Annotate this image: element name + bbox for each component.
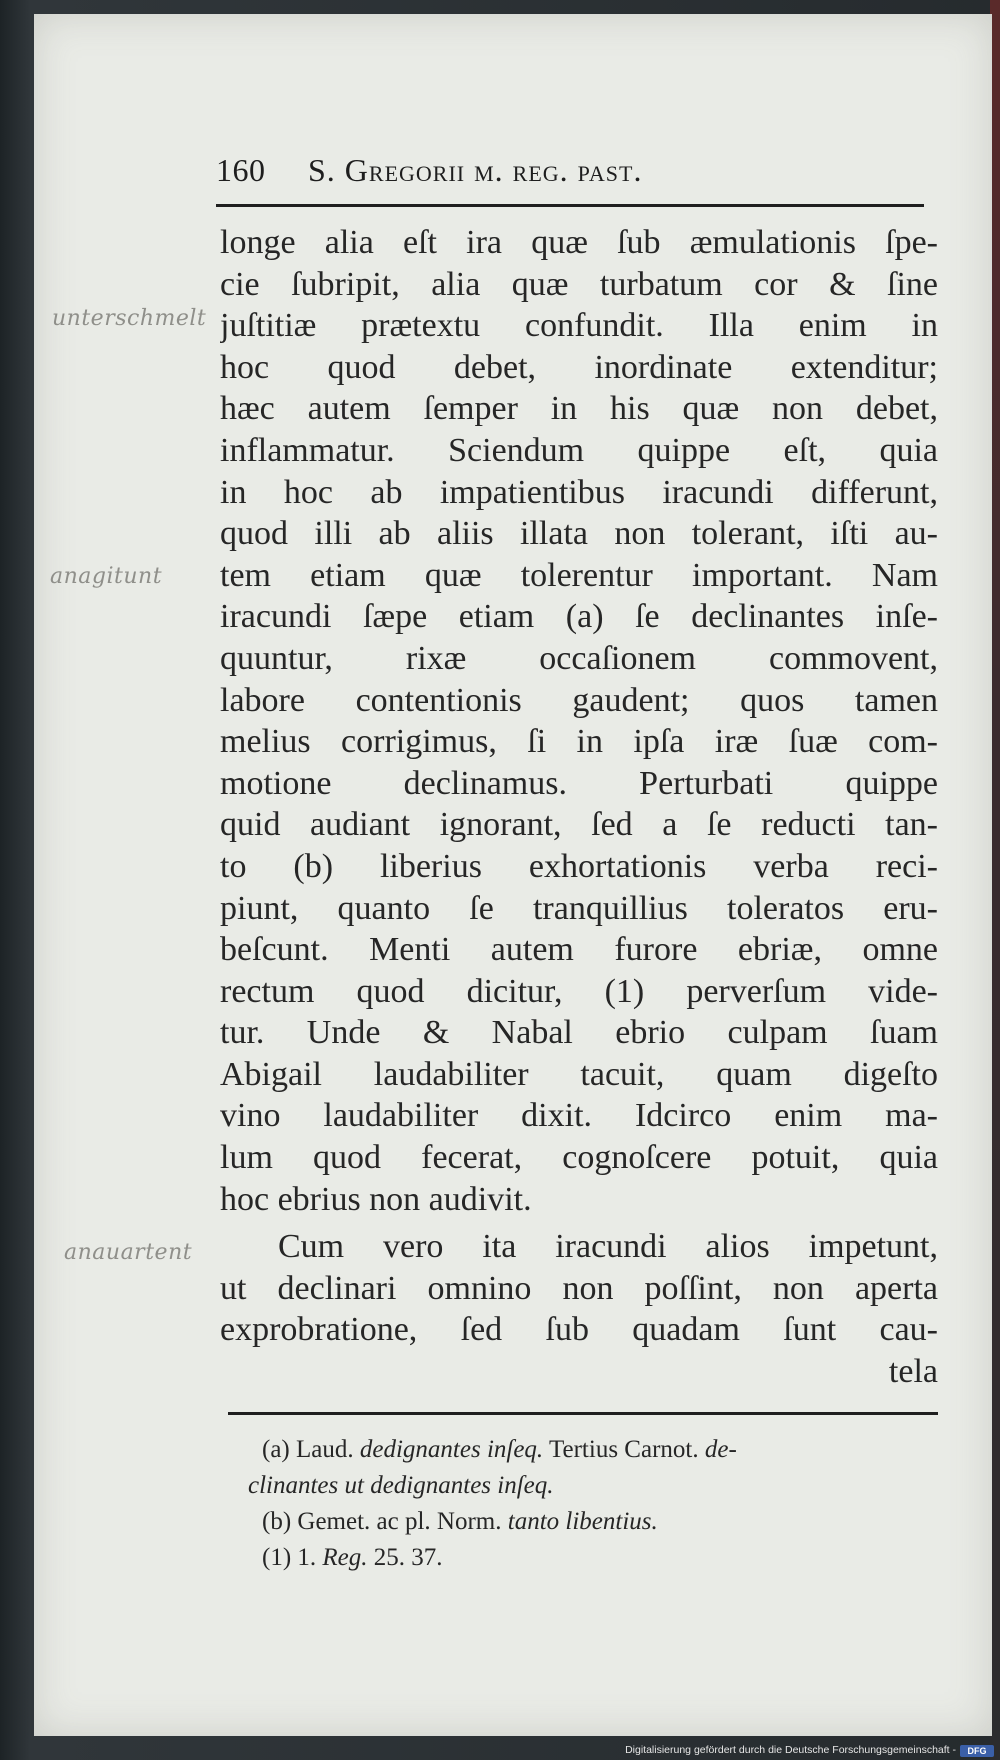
text-line: motione declinamus. Perturbati quippe [220,764,938,802]
footnote-a [262,1432,942,1468]
text-line: piunt, quanto ſe tranquillius toleratos eru- [220,889,938,927]
text-line: Cum vero ita iracundi alios impetunt, [278,1228,938,1266]
margin-annotation: unterschmelt [52,306,207,331]
footnote-italic: Reg. [322,1544,368,1571]
text-line: Abigail laudabiliter tacuit, quam digeſto [220,1055,938,1093]
text-line: lum quod fecerat, cognoſcere potuit, quia [220,1139,938,1177]
text-line: quid audiant ignorant, ſed a ſe reducti tan- [220,806,938,844]
text-line: inflammatur. Sciendum quippe eſt, quia [220,431,938,469]
text-line: labore contentionis gaudent; quos tamen [220,681,938,719]
text-line: iracundi ſæpe etiam (a) ſe declinantes inſe- [220,598,938,636]
digitization-credit: Digitalisierung gefördert durch die Deutsche Forschungsgemeinschaft - [625,1744,956,1756]
text-line: juſtitiæ prætextu confundit. Illa enim in [220,307,938,345]
text-line: melius corrigimus, ſi in ipſa iræ ſuæ com- [220,723,938,761]
dfg-logo: DFG [960,1745,994,1757]
text-line: exprobratione, ſed ſub quadam ſunt cau- [220,1311,938,1349]
text-line: in hoc ab impatientibus iracundi differunt, [220,473,938,511]
footnote-text: (a) Laud. [262,1436,360,1463]
footnote-italic: dedignantes inſeq. [359,1436,544,1463]
text-line: to (b) liberius exhortationis verba reci- [220,847,938,885]
text-line: tem etiam quæ tolerentur important. Nam [220,556,938,594]
footnote-text: 25. 37. [367,1544,443,1571]
text-line: beſcunt. Menti autem furore ebriæ, omne [220,931,938,969]
page-header [216,152,938,192]
footnote-1 [262,1540,942,1576]
running-title: S. Gregorii m. reg. past. [308,152,643,188]
footnote-text: Tertius Carnot. [543,1436,705,1463]
text-line: vino laudabiliter dixit. Idcirco enim ma- [220,1097,938,1135]
body-text [220,222,938,1393]
margin-annotation: anagitunt [50,564,163,589]
footnote-italic: de- [704,1436,737,1463]
text-line: quuntur, rixæ occaſionem commovent, [220,639,938,677]
text-line: tur. Unde & Nabal ebrio culpam ſuam [220,1014,938,1052]
text-line: quod illi ab aliis illata non tolerant, iſti au- [220,515,938,553]
footnote-text: (1) 1. [262,1544,323,1571]
footnote-italic: tanto libentius. [507,1508,658,1535]
footnote-italic: clinantes ut dedignantes inſeq. [248,1472,554,1499]
catchword: tela [888,1353,938,1391]
text-line: hæc autem ſemper in his quæ non debet, [220,390,938,428]
footnote-a-continued [248,1468,942,1504]
text-line: longe alia eſt ira quæ ſub æmulationis ſpe- [220,224,938,261]
text-line: cie ſubripit, alia quæ turbatum cor & ſine [220,265,938,303]
text-line: rectum quod dicitur, (1) perverſum vide- [220,972,938,1010]
page-number: 160 [216,152,266,188]
margin-annotation: anauartent [64,1240,193,1265]
footnotes [248,1432,942,1576]
footnote-b [262,1504,942,1540]
text-line: ut declinari omnino non poſſint, non aperta [220,1269,938,1307]
header-rule [216,204,924,207]
text-line: hoc ebrius non audivit. [220,1180,532,1218]
text-line: hoc quod debet, inordinate extenditur; [220,348,938,386]
footnote-text: (b) Gemet. ac pl. Norm. [262,1508,508,1535]
footnote-rule [228,1412,938,1415]
